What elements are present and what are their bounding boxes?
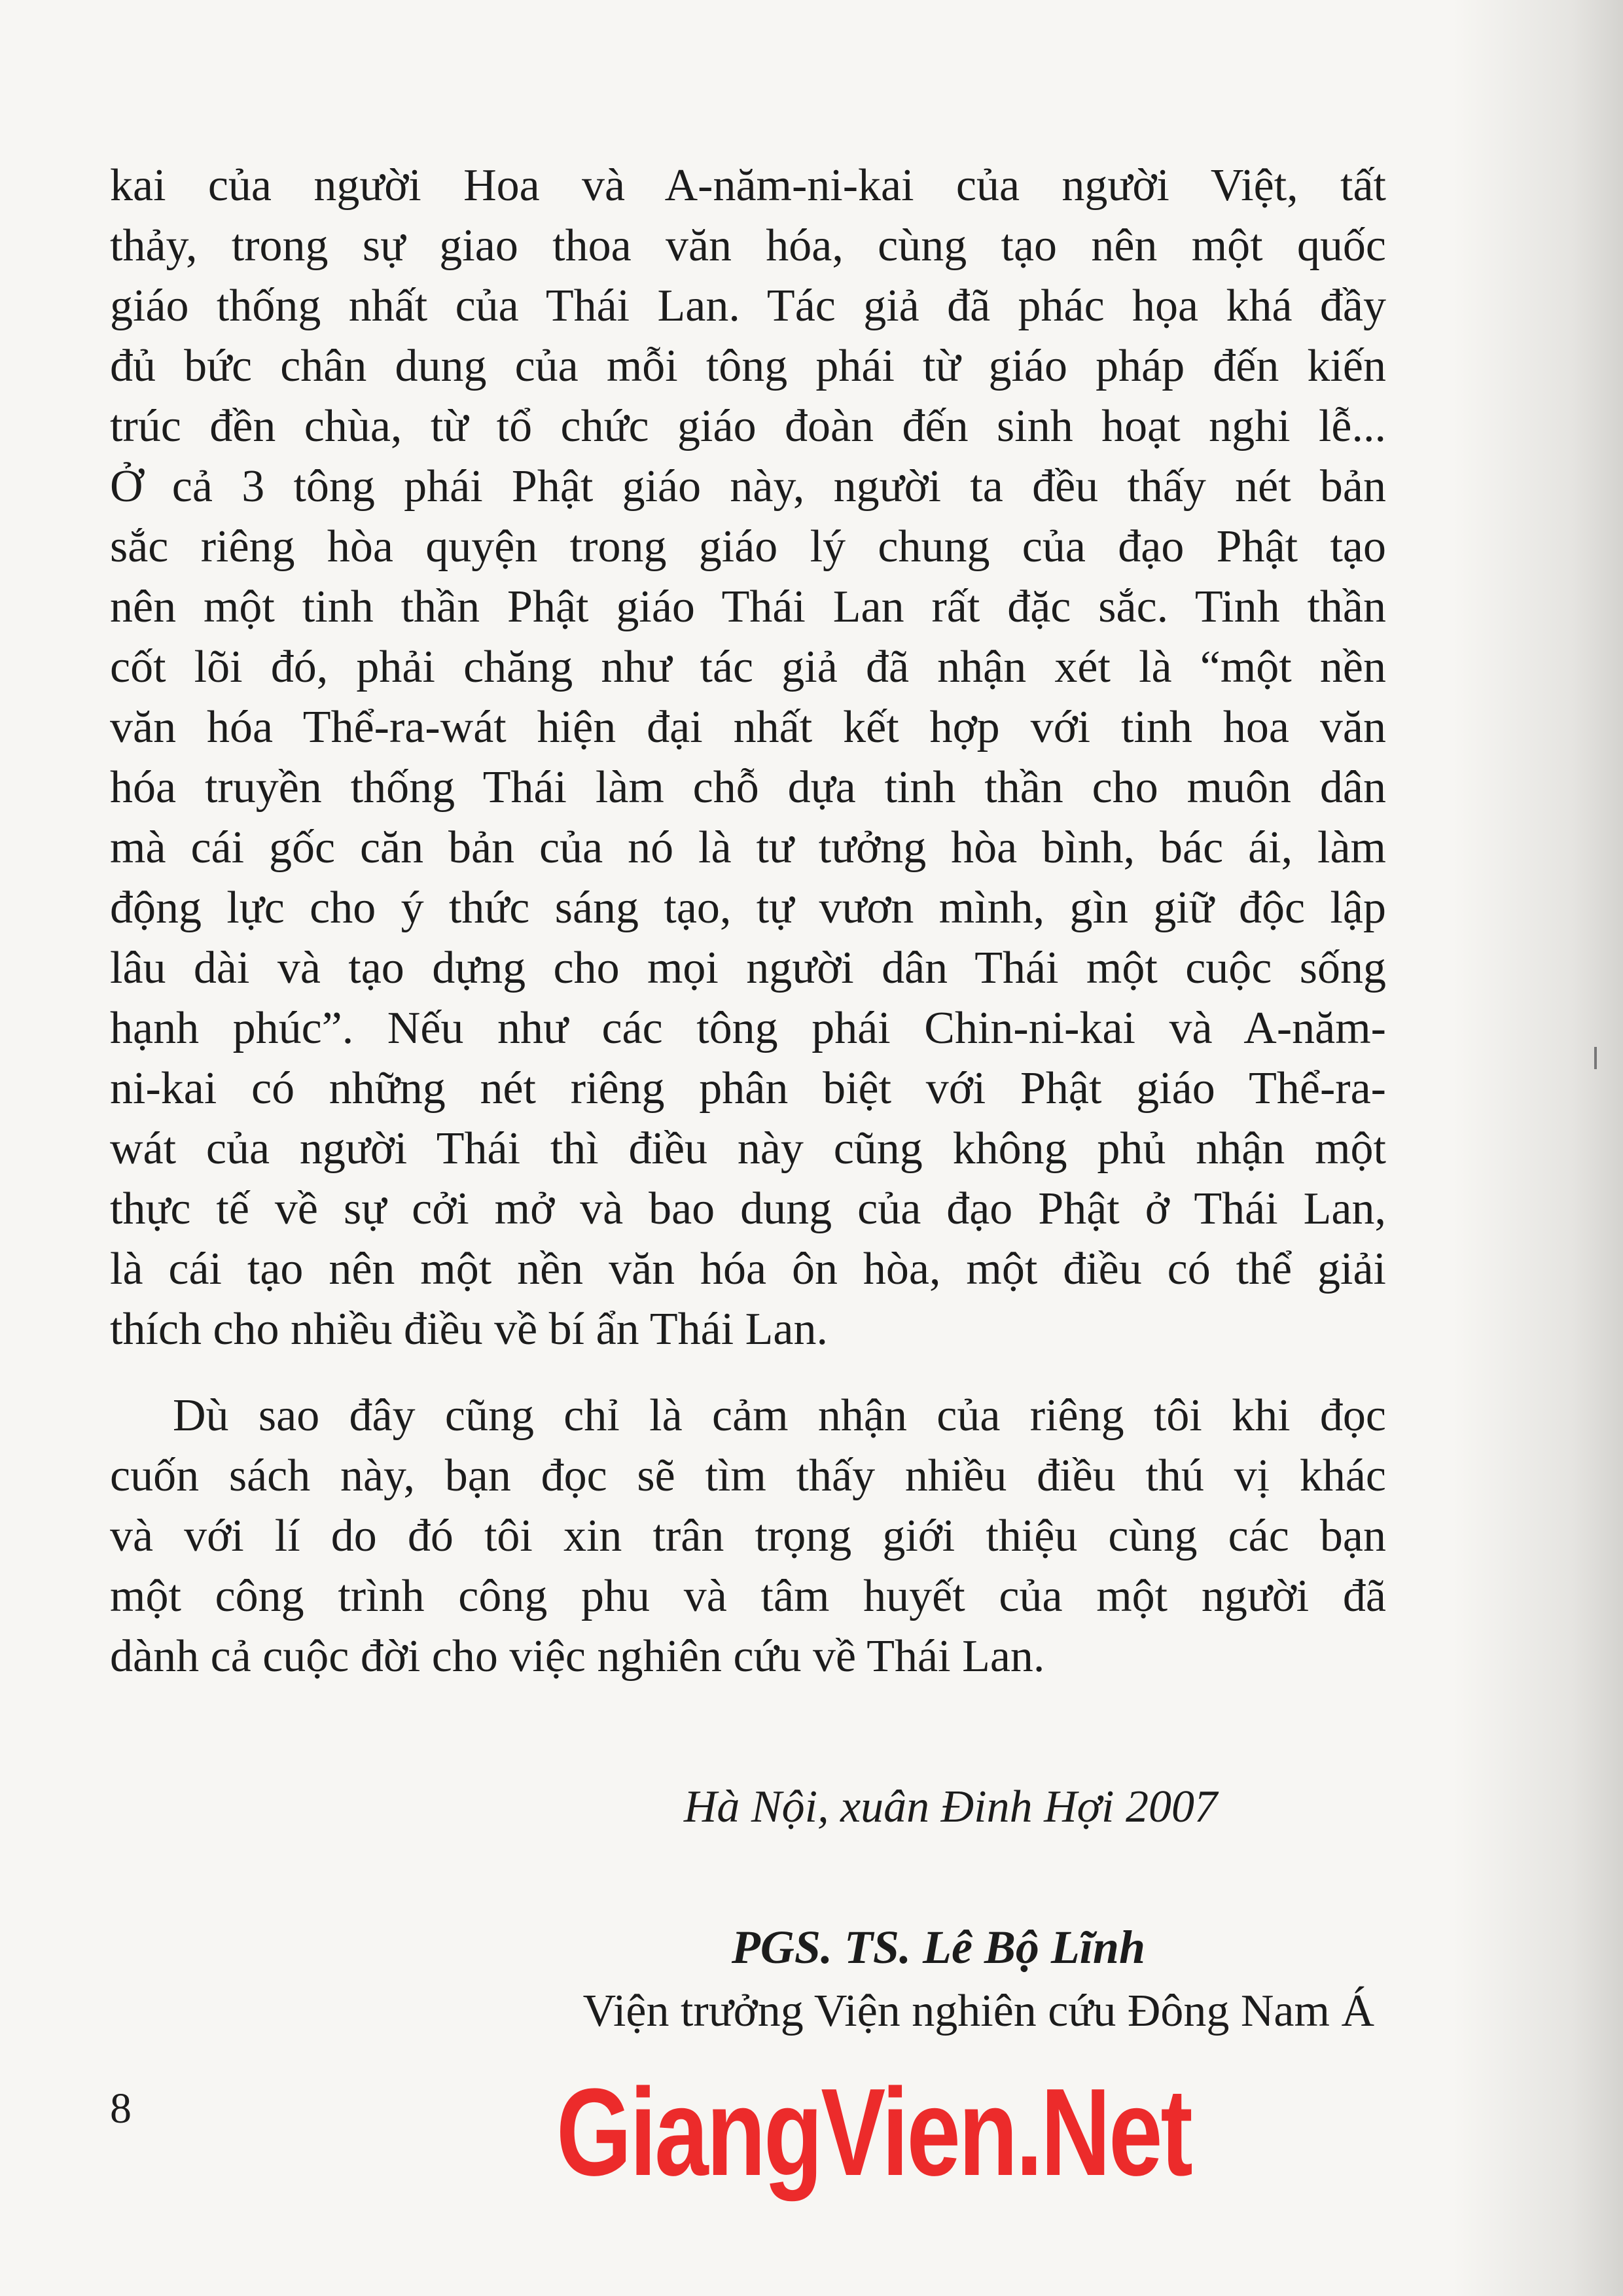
text-line: thực tế về sự cởi mở và bao dung của đạo Phật ở Thái Lan,	[110, 1184, 1386, 1234]
author-name: PGS. TS. Lê Bộ Lĩnh	[731, 1921, 1145, 1973]
text-line: giáo thống nhất của Thái Lan. Tác giả đã phác họa khá đầy	[110, 281, 1386, 331]
text-line: trúc đền chùa, từ tổ chức giáo đoàn đến sinh hoạt nghi lễ...	[110, 401, 1386, 451]
page-number: 8	[110, 2085, 132, 2132]
text-line: cuốn sách này, bạn đọc sẽ tìm thấy nhiều điều thú vị khác	[110, 1451, 1386, 1501]
text-line: sắc riêng hòa quyện trong giáo lý chung của đạo Phật tạo	[110, 521, 1386, 572]
text-line: và với lí do đó tôi xin trân trọng giới thiệu cùng các bạn	[110, 1511, 1386, 1561]
text-line: cốt lõi đó, phải chăng như tác giả đã nhận xét là “một nền	[110, 642, 1386, 692]
text-line: lâu dài và tạo dựng cho mọi người dân Thái một cuộc sống	[110, 943, 1386, 993]
place-date: Hà Nội, xuân Đinh Hợi 2007	[683, 1782, 1217, 1832]
text-line: đủ bức chân dung của mỗi tông phái từ giáo pháp đến kiến	[110, 341, 1386, 391]
watermark-logo: GiangVien.Net	[556, 2063, 1191, 2202]
text-line: kai của người Hoa và A-năm-ni-kai của người Việt, tất	[110, 160, 1386, 211]
paragraph-2	[110, 1386, 1386, 1687]
text-line: là cái tạo nên một nền văn hóa ôn hòa, một điều có thể giải	[110, 1244, 1386, 1294]
text-line: Ở cả 3 tông phái Phật giáo này, người ta đều thấy nét bản	[110, 461, 1386, 512]
text-line: wát của người Thái thì điều này cũng không phủ nhận một	[110, 1123, 1386, 1174]
body-text	[110, 156, 1386, 1687]
text-line: động lực cho ý thức sáng tạo, tự vươn mình, gìn giữ độc lập	[110, 883, 1386, 933]
page-gutter-shade	[1453, 0, 1623, 2296]
text-line: văn hóa Thể-ra-wát hiện đại nhất kết hợp với tinh hoa văn	[110, 702, 1386, 752]
text-line: thảy, trong sự giao thoa văn hóa, cùng tạo nên một quốc	[110, 221, 1386, 271]
text-line: mà cái gốc căn bản của nó là tư tưởng hòa bình, bác ái, làm	[110, 822, 1386, 873]
text-line: một công trình công phu và tâm huyết của một người đã	[110, 1571, 1386, 1621]
text-line: hạnh phúc”. Nếu như các tông phái Chin-ni-kai và A-năm-	[110, 1003, 1386, 1053]
text-line: Dù sao đây cũng chỉ là cảm nhận của riêng tôi khi đọc	[173, 1390, 1386, 1441]
text-line: nên một tinh thần Phật giáo Thái Lan rất đặc sắc. Tinh thần	[110, 582, 1386, 632]
text-line: thích cho nhiều điều về bí ẩn Thái Lan.	[110, 1304, 828, 1354]
text-line: dành cả cuộc đời cho việc nghiên cứu về Thái Lan.	[110, 1631, 1045, 1682]
text-line: ni-kai có những nét riêng phân biệt với Phật giáo Thể-ra-	[110, 1063, 1386, 1114]
author-title: Viện trưởng Viện nghiên cứu Đông Nam Á	[582, 1986, 1374, 2036]
scan-margin-mark	[1594, 1047, 1597, 1069]
text-line: hóa truyền thống Thái làm chỗ dựa tinh thần cho muôn dân	[110, 762, 1386, 813]
paragraph-1	[110, 156, 1386, 1360]
